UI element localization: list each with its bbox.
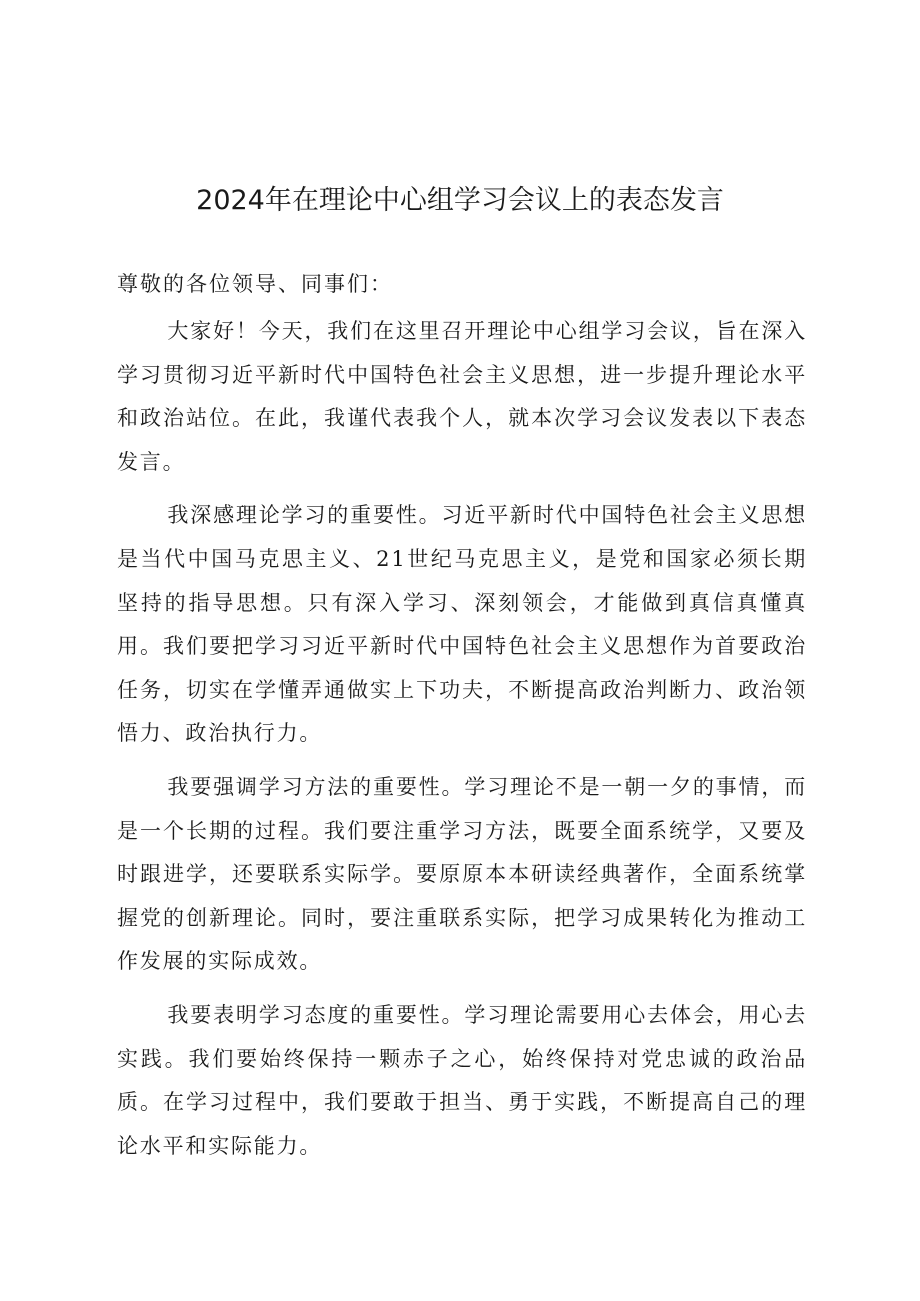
- paragraph-study-method: 我要强调学习方法的重要性。学习理论不是一朝一夕的事情，而是一个长期的过程。我们要注重学习方法，既要全面系统学，又要及时跟进学，还要联系实际学。要原原本本研读经典著作，全面系统掌握党的创新理论。同时，要注重联系实际，把学习成果转化为推动工作发展的实际成效。: [117, 774, 807, 974]
- document-body: [117, 268, 807, 1178]
- paragraph-opening: 大家好！今天，我们在这里召开理论中心组学习会议，旨在深入学习贯彻习近平新时代中国特色社会主义思想，进一步提升理论水平和政治站位。在此，我谨代表我个人，就本次学习会议发表以下表态发言。: [117, 319, 807, 474]
- document-title: 2024年在理论中心组学习会议上的表态发言: [196, 185, 724, 216]
- salutation: 尊敬的各位领导、同事们：: [117, 272, 393, 296]
- paragraph-study-attitude: 我要表明学习态度的重要性。学习理论需要用心去体会，用心去实践。我们要始终保持一颗赤子之心，始终保持对党忠诚的政治品质。在学习过程中，我们要敢于担当、勇于实践，不断提高自己的理论水平和实际能力。: [117, 1002, 807, 1158]
- paragraph-theory-importance: 我深感理论学习的重要性。习近平新时代中国特色社会主义思想是当代中国马克思主义、21世纪马克思主义，是党和国家必须长期坚持的指导思想。只有深入学习、深刻领会，才能做到真信真懂真用。我们要把学习习近平新时代中国特色社会主义思想作为首要政治任务，切实在学懂弄通做实上下功夫，不断提高政治判断力、政治领悟力、政治执行力。: [117, 503, 807, 746]
